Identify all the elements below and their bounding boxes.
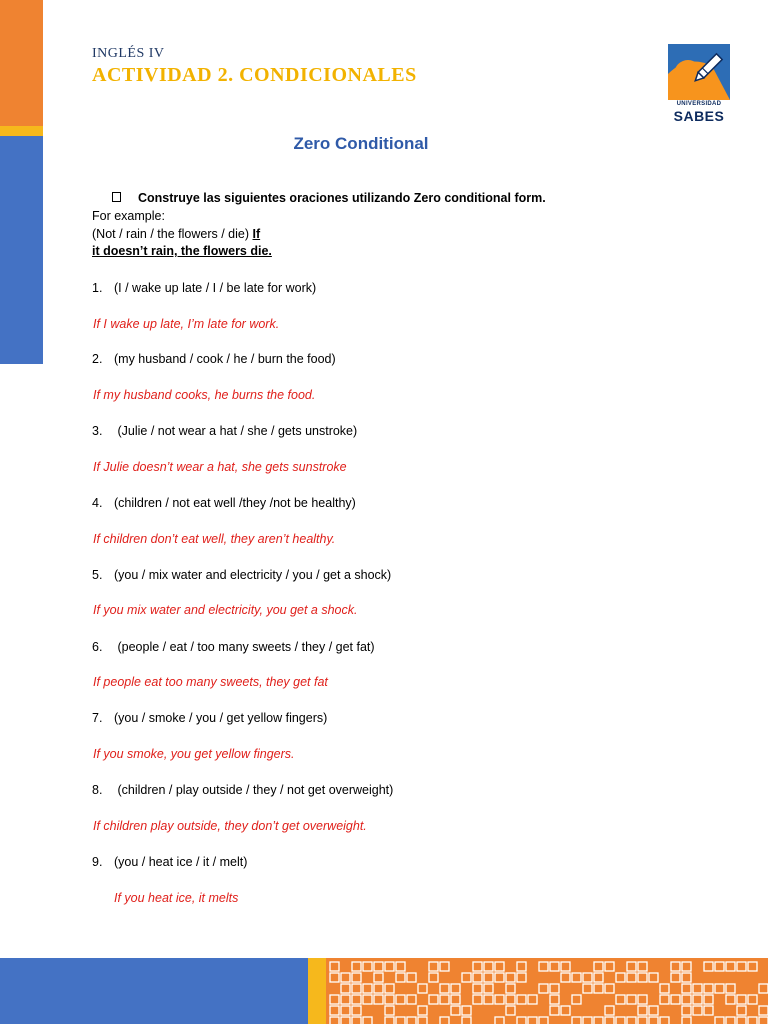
footer-pattern-cell (682, 984, 691, 993)
exercise-answer: If children play outside, they don’t get overweight. (93, 819, 367, 833)
footer-pattern-cell (517, 973, 526, 982)
footer-pattern-cell (473, 984, 482, 993)
footer-pattern-cell (528, 995, 537, 1004)
exercise-answer: If my husband cooks, he burns the food. (93, 388, 316, 402)
footer-pattern-cell (660, 984, 669, 993)
footer-pattern-cell (341, 1006, 350, 1015)
footer-pattern-cell (561, 1006, 570, 1015)
footer-pattern-cell (627, 1017, 636, 1024)
footer-pattern-cell (726, 984, 735, 993)
footer-pattern-cell (638, 1017, 647, 1024)
footer-pattern-cell (682, 962, 691, 971)
footer-pattern-cell (374, 962, 383, 971)
footer-pattern-cell (715, 1017, 724, 1024)
footer-pattern-cell (352, 973, 361, 982)
footer-pattern-cell (627, 973, 636, 982)
footer-pattern-cell (352, 995, 361, 1004)
footer-pattern-cell (330, 1006, 339, 1015)
footer-pattern-cell (638, 995, 647, 1004)
exercise-answer: If you mix water and electricity, you get a shock. (93, 603, 358, 617)
footer-pattern-cell (605, 962, 614, 971)
footer-pattern-cell (704, 1006, 713, 1015)
footer-pattern-cell (572, 973, 581, 982)
example-line-1 (92, 227, 260, 241)
footer-pattern-cell (715, 962, 724, 971)
footer-pattern-cell (341, 995, 350, 1004)
footer-pattern-cell (737, 1006, 746, 1015)
footer-pattern-cell (429, 995, 438, 1004)
footer-pattern-cell (737, 1017, 746, 1024)
exercise-prompt: 1. (I / wake up late / I / be late for work) (92, 281, 317, 295)
footer-pattern-cell (341, 984, 350, 993)
footer-pattern-cell (660, 1017, 669, 1024)
footer-pattern-cell (473, 995, 482, 1004)
footer-pattern-cell (451, 995, 460, 1004)
footer-pattern-cell (748, 995, 757, 1004)
footer-pattern-cell (330, 973, 339, 982)
example-answer-end: it doesn’t rain, the flowers die. (92, 244, 272, 258)
footer-pattern-cell (616, 995, 625, 1004)
footer-pattern-cell (583, 1017, 592, 1024)
footer-pattern-cell (605, 1006, 614, 1015)
exercise-answer: If Julie doesn’t wear a hat, she gets sunstroke (93, 460, 347, 474)
footer-pattern-cell (748, 962, 757, 971)
footer-pattern-cell (704, 962, 713, 971)
activity-title: ACTIVIDAD 2. CONDICIONALES (92, 64, 417, 86)
footer-pattern-cell (550, 984, 559, 993)
footer-pattern-cell (561, 973, 570, 982)
exercise-prompt: 9. (you / heat ice / it / melt) (92, 855, 248, 869)
footer-pattern-cell (693, 995, 702, 1004)
footer-pattern-cell (726, 962, 735, 971)
footer-pattern-cell (715, 984, 724, 993)
footer-pattern-cell (330, 1017, 339, 1024)
footer-pattern-cell (693, 1006, 702, 1015)
footer-blue-band (0, 958, 308, 1024)
footer-pattern-cell (385, 995, 394, 1004)
footer-pattern-cell (583, 973, 592, 982)
footer-pattern-cell (451, 1006, 460, 1015)
footer-pattern-cell (440, 995, 449, 1004)
footer-pattern-cell (539, 962, 548, 971)
footer-pattern-cell (759, 1017, 768, 1024)
footer-pattern-cell (429, 973, 438, 982)
footer-pattern-cell (671, 995, 680, 1004)
footer-pattern-cell (473, 973, 482, 982)
footer-pattern-cell (693, 984, 702, 993)
footer-pattern-cell (374, 984, 383, 993)
footer-pattern-cell (330, 962, 339, 971)
exercise-prompt: 4. (children / not eat well /they /not be healthy) (92, 496, 356, 510)
footer-pattern-cell (726, 995, 735, 1004)
left-blue-bar (0, 136, 43, 364)
footer-pattern-cell (352, 962, 361, 971)
exercise-prompt: 3. (Julie / not wear a hat / she / gets unstroke) (92, 424, 358, 438)
example-answer-start: If (252, 227, 261, 241)
footer-pattern-cell (484, 962, 493, 971)
footer-pattern-cell (682, 1006, 691, 1015)
exercise-prompt: 2. (my husband / cook / he / burn the food) (92, 352, 336, 366)
footer-pattern-cell (594, 962, 603, 971)
footer-pattern-cell (737, 962, 746, 971)
footer-pattern-cell (462, 973, 471, 982)
logo-university-text: UNIVERSIDAD (676, 101, 722, 107)
footer-pattern-cell (517, 1017, 526, 1024)
footer-pattern-cell (704, 984, 713, 993)
footer-pattern-cell (462, 1006, 471, 1015)
footer-pattern-cell (660, 995, 669, 1004)
footer-pattern-cell (638, 962, 647, 971)
footer-pattern-cell (396, 1017, 405, 1024)
footer-pattern-cell (616, 1017, 625, 1024)
footer-pattern-cell (605, 1017, 614, 1024)
exercise-answer: If you smoke, you get yellow fingers. (93, 747, 295, 761)
footer-pattern-cell (396, 995, 405, 1004)
footer-pattern-cell (517, 962, 526, 971)
footer-pattern-cell (682, 1017, 691, 1024)
course-name: INGLÉS IV (92, 46, 165, 61)
footer-pattern-cell (748, 1017, 757, 1024)
footer-pattern-cell (506, 973, 515, 982)
footer-pattern-cell (407, 995, 416, 1004)
footer-pattern-cell (385, 1017, 394, 1024)
footer-pattern-cell (539, 1017, 548, 1024)
footer-pattern-cell (352, 984, 361, 993)
footer-pattern-band (326, 958, 768, 1024)
footer-pattern-cell (407, 1017, 416, 1024)
footer-pattern-cell (759, 1006, 768, 1015)
footer-pattern-cell (528, 1017, 537, 1024)
footer-pattern-cell (605, 984, 614, 993)
footer-pattern-cell (473, 962, 482, 971)
footer-pattern-cell (484, 973, 493, 982)
footer-pattern-cell (495, 1017, 504, 1024)
footer-pattern-cell (572, 1017, 581, 1024)
page-title: Zero Conditional (293, 134, 429, 153)
footer-pattern-cell (440, 984, 449, 993)
footer-pattern-cell (352, 1017, 361, 1024)
footer-pattern-cell (638, 973, 647, 982)
footer-pattern-cell (484, 984, 493, 993)
footer-pattern-cell (341, 973, 350, 982)
footer-pattern-cell (550, 962, 559, 971)
footer-pattern-cell (671, 962, 680, 971)
exercise-prompt: 8. (children / play outside / they / not get overweight) (92, 783, 394, 797)
footer-pattern-cell (594, 973, 603, 982)
footer-pattern-cell (627, 962, 636, 971)
footer-pattern-cell (462, 1017, 471, 1024)
footer-pattern-cell (363, 995, 372, 1004)
footer-pattern-cell (418, 984, 427, 993)
footer-pattern-cell (704, 995, 713, 1004)
example-label: For example: (92, 209, 165, 223)
footer-pattern-cell (352, 1006, 361, 1015)
footer-pattern-cell (594, 984, 603, 993)
footer-pattern-cell (649, 973, 658, 982)
example-prompt: (Not / rain / the flowers / die) (92, 227, 253, 241)
exercise-answer: If people eat too many sweets, they get fat (93, 675, 328, 689)
footer-pattern-cell (517, 995, 526, 1004)
footer-pattern-cell (363, 962, 372, 971)
footer-pattern-cell (550, 1006, 559, 1015)
footer-pattern-cell (583, 984, 592, 993)
footer-pattern-cell (440, 962, 449, 971)
footer-pattern-cell (495, 962, 504, 971)
footer-pattern-cell (385, 1006, 394, 1015)
footer-pattern-cell (649, 1006, 658, 1015)
exercise-answer: If I wake up late, I’m late for work. (93, 317, 280, 331)
footer-pattern-cell (682, 995, 691, 1004)
footer-pattern-cell (616, 973, 625, 982)
footer-pattern-cell (484, 995, 493, 1004)
footer-pattern-cell (385, 962, 394, 971)
footer-pattern-cell (638, 1006, 647, 1015)
footer-pattern-cell (396, 962, 405, 971)
footer-pattern-cell (561, 962, 570, 971)
footer-pattern-cell (407, 973, 416, 982)
footer-pattern-cell (506, 984, 515, 993)
footer-pattern-cell (682, 973, 691, 982)
footer-pattern-cell (539, 984, 548, 993)
footer-pattern-cell (418, 1006, 427, 1015)
footer-pattern-cell (737, 995, 746, 1004)
footer-pattern-cell (594, 1017, 603, 1024)
footer-pattern-cell (341, 1017, 350, 1024)
exercise-answer: If children don’t eat well, they aren’t healthy. (93, 532, 336, 546)
checkbox-bullet-icon (112, 192, 121, 202)
footer-pattern-cell (495, 995, 504, 1004)
footer-pattern-cell (726, 1017, 735, 1024)
footer-pattern-cell (649, 1017, 658, 1024)
footer-pattern-cell (759, 984, 768, 993)
footer-pattern-cell (429, 962, 438, 971)
footer-pattern-cell (627, 995, 636, 1004)
instructions-text: Construye las siguientes oraciones utilizando Zero conditional form. (138, 191, 546, 205)
footer-pattern-cell (495, 973, 504, 982)
footer-pattern-cell (572, 995, 581, 1004)
footer-pattern-cell (550, 995, 559, 1004)
exercise-prompt: 5. (you / mix water and electricity / you / get a shock) (92, 568, 392, 582)
exercise-prompt: 7. (you / smoke / you / get yellow fingers) (92, 711, 328, 725)
footer-pattern-cell (671, 973, 680, 982)
exercise-answer: If you heat ice, it melts (114, 891, 239, 905)
logo-sabes-text: SABES (673, 108, 725, 124)
footer-pattern-cell (396, 973, 405, 982)
exercise-prompt: 6. (people / eat / too many sweets / they / get fat) (92, 640, 375, 654)
footer-pattern-cell (440, 1017, 449, 1024)
footer-pattern-cell (506, 1006, 515, 1015)
footer-pattern-cell (506, 995, 515, 1004)
footer-pattern-cell (363, 984, 372, 993)
footer-pattern-cell (363, 1017, 372, 1024)
footer-pattern-cell (374, 973, 383, 982)
footer-pattern-cell (418, 1017, 427, 1024)
footer-pattern-cell (330, 995, 339, 1004)
left-orange-bar (0, 0, 43, 126)
footer-pattern-cell (374, 995, 383, 1004)
footer-yellow-band (308, 958, 326, 1024)
footer-pattern-cell (385, 984, 394, 993)
footer-pattern-cell (451, 984, 460, 993)
